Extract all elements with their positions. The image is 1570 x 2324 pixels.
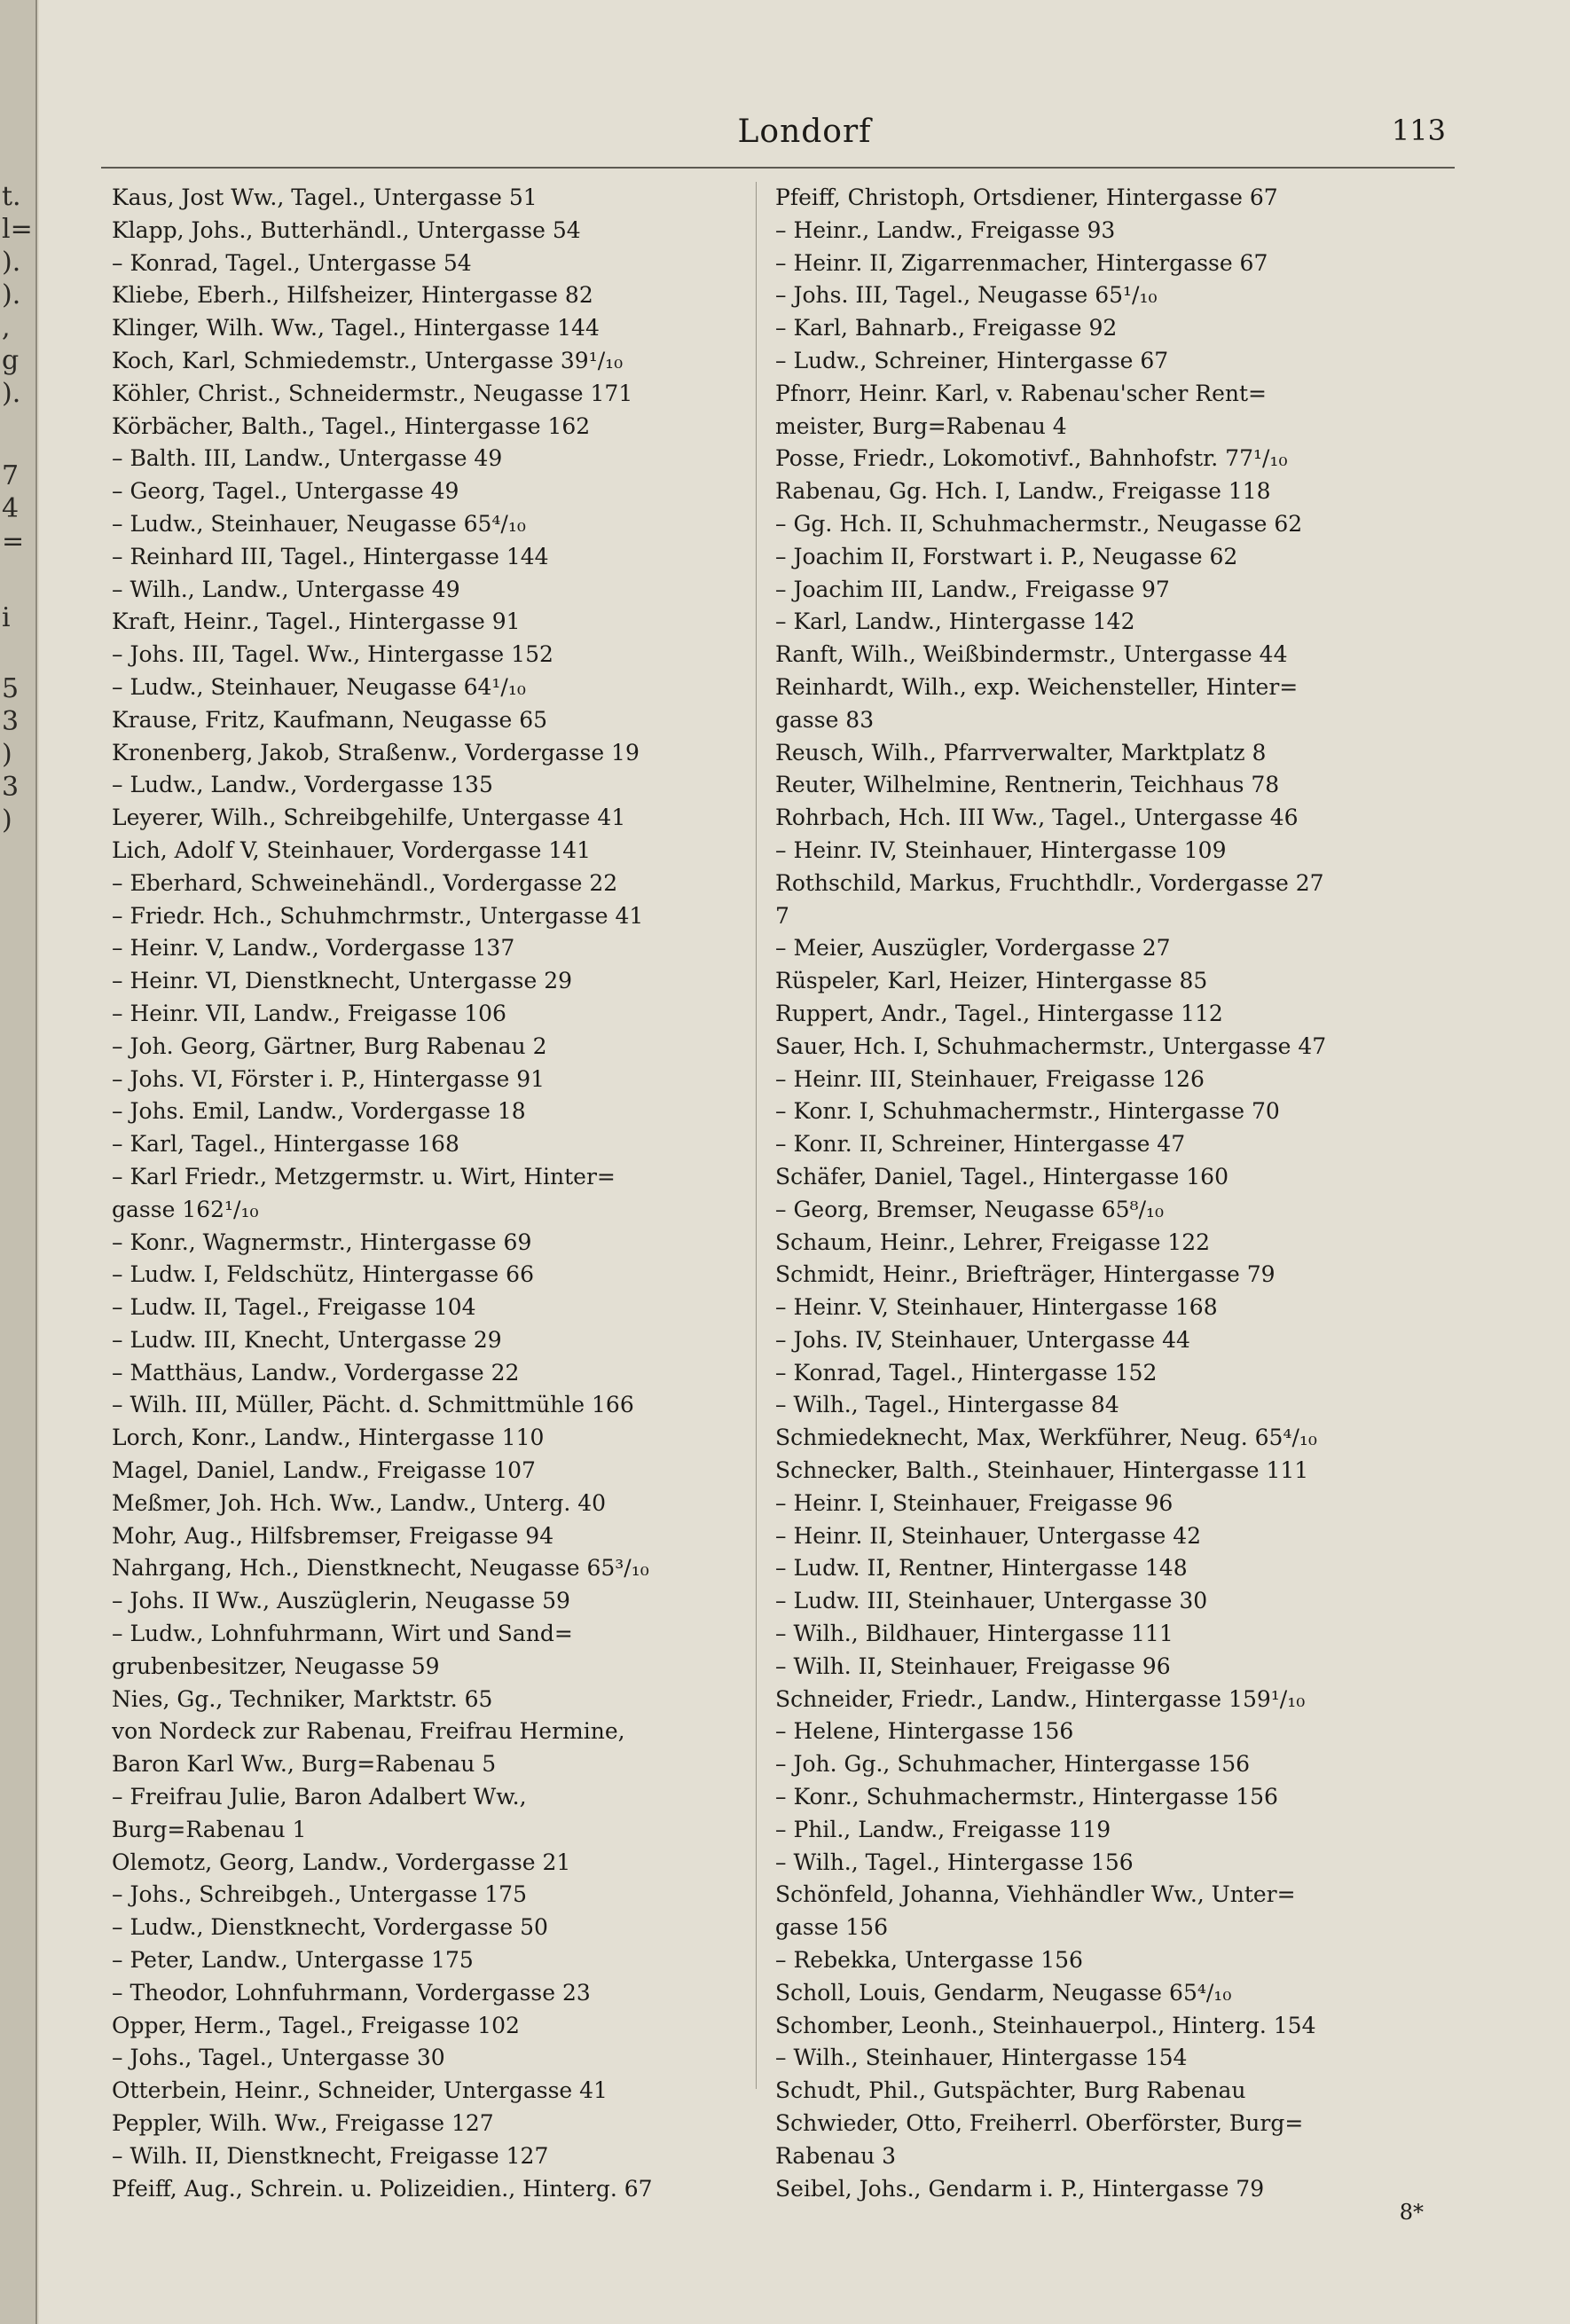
right-column bbox=[775, 182, 1458, 2205]
directory-entry: – Heinr. V, Landw., Vordergasse 137 bbox=[112, 935, 515, 962]
directory-entry: – Meier, Auszügler, Vordergasse 27 bbox=[775, 935, 1171, 962]
directory-entry: Leyerer, Wilh., Schreibgehilfe, Untergasse 41 bbox=[112, 805, 626, 831]
directory-entry: – Wilh., Landw., Untergasse 49 bbox=[112, 576, 460, 602]
directory-entry: Olemotz, Georg, Landw., Vordergasse 21 bbox=[112, 1849, 571, 1875]
adjacent-page-fragment: ) bbox=[2, 739, 12, 770]
left-column bbox=[112, 182, 802, 2205]
directory-entry: Rabenau 3 bbox=[775, 2142, 897, 2169]
directory-entry: – Freifrau Julie, Baron Adalbert Ww., bbox=[112, 1784, 527, 1810]
directory-entry: – Karl, Tagel., Hintergasse 168 bbox=[112, 1131, 459, 1158]
directory-entry: – Rebekka, Untergasse 156 bbox=[775, 1947, 1083, 1974]
directory-entry: – Wilh., Tagel., Hintergasse 156 bbox=[775, 1849, 1134, 1875]
directory-entry: – Wilh. II, Steinhauer, Freigasse 96 bbox=[775, 1653, 1171, 1679]
directory-entry: Schnecker, Balth., Steinhauer, Hintergasse 111 bbox=[775, 1457, 1309, 1484]
sheet-signature: 8* bbox=[1399, 2200, 1424, 2225]
directory-entry: – Theodor, Lohnfuhrmann, Vordergasse 23 bbox=[112, 1979, 591, 2006]
directory-entry: Nies, Gg., Techniker, Marktstr. 65 bbox=[112, 1685, 493, 1712]
directory-entry: – Johs. IV, Steinhauer, Untergasse 44 bbox=[775, 1326, 1190, 1353]
directory-entry: – Ludw. III, Knecht, Untergasse 29 bbox=[112, 1326, 502, 1353]
directory-entry: – Karl, Bahnarb., Freigasse 92 bbox=[775, 315, 1118, 342]
adjacent-page-fragment: ) bbox=[2, 805, 12, 836]
adjacent-page-fragment: ). bbox=[2, 378, 21, 409]
directory-entry: Klinger, Wilh. Ww., Tagel., Hintergasse 144 bbox=[112, 315, 600, 342]
adjacent-page-fragment: 3 bbox=[2, 706, 20, 737]
directory-page bbox=[39, 0, 1570, 2324]
adjacent-page-fragment: i bbox=[2, 602, 11, 633]
directory-entry: Schwieder, Otto, Freiherrl. Oberförster, Burg= bbox=[775, 2110, 1304, 2137]
directory-entry: – Friedr. Hch., Schuhmchrmstr., Untergasse 41 bbox=[112, 902, 644, 929]
directory-entry: – Heinr., Landw., Freigasse 93 bbox=[775, 216, 1116, 243]
directory-entry: – Ludw., Lohnfuhrmann, Wirt und Sand= bbox=[112, 1621, 573, 1647]
directory-entry: – Joh. Gg., Schuhmacher, Hintergasse 156 bbox=[775, 1751, 1251, 1778]
directory-entry: – Heinr. III, Steinhauer, Freigasse 126 bbox=[775, 1065, 1205, 1092]
adjacent-page-fragment: l= bbox=[2, 214, 33, 245]
adjacent-page-fragment: ). bbox=[2, 279, 21, 310]
adjacent-page-fragment: 4 bbox=[2, 493, 20, 524]
adjacent-page-fragment: g bbox=[2, 345, 20, 376]
directory-entry: – Konr. I, Schuhmachermstr., Hintergasse 70 bbox=[775, 1098, 1280, 1125]
directory-entry: – Johs. II Ww., Auszüglerin, Neugasse 59 bbox=[112, 1588, 570, 1614]
directory-entry: Körbächer, Balth., Tagel., Hintergasse 162 bbox=[112, 412, 591, 439]
directory-entry: – Heinr. VI, Dienstknecht, Untergasse 29 bbox=[112, 968, 573, 994]
page-number: 113 bbox=[1391, 114, 1446, 147]
directory-entry: Köhler, Christ., Schneidermstr., Neugasse 171 bbox=[112, 380, 633, 406]
adjacent-page-fragment: 7 bbox=[2, 460, 20, 491]
directory-entry: gasse 83 bbox=[775, 706, 875, 733]
directory-entry: Kliebe, Eberh., Hilfsheizer, Hintergasse 82 bbox=[112, 282, 593, 309]
column-divider bbox=[756, 182, 757, 2089]
adjacent-page-fragment: 5 bbox=[2, 673, 20, 704]
directory-entry: Peppler, Wilh. Ww., Freigasse 127 bbox=[112, 2110, 494, 2137]
directory-entry: – Konr., Schuhmachermstr., Hintergasse 156 bbox=[775, 1784, 1278, 1810]
directory-entry: Scholl, Louis, Gendarm, Neugasse 65⁴/₁₀ bbox=[775, 1979, 1232, 2006]
directory-entry: Baron Karl Ww., Burg=Rabenau 5 bbox=[112, 1751, 497, 1778]
directory-entry: Rabenau, Gg. Hch. I, Landw., Freigasse 118 bbox=[775, 478, 1271, 505]
directory-entry: – Joh. Georg, Gärtner, Burg Rabenau 2 bbox=[112, 1032, 547, 1059]
directory-entry: Opper, Herm., Tagel., Freigasse 102 bbox=[112, 2012, 520, 2038]
directory-entry: Rohrbach, Hch. III Ww., Tagel., Untergasse 46 bbox=[775, 805, 1299, 831]
directory-entry: Schmiedeknecht, Max, Werkführer, Neug. 65⁴/₁₀ bbox=[775, 1425, 1317, 1451]
directory-entry: – Johs. III, Tagel., Neugasse 65¹/₁₀ bbox=[775, 282, 1158, 309]
directory-entry: Nahrgang, Hch., Dienstknecht, Neugasse 65³/₁₀ bbox=[112, 1555, 649, 1582]
directory-entry: – Johs. III, Tagel. Ww., Hintergasse 152 bbox=[112, 641, 553, 668]
directory-entry: – Ludw. III, Steinhauer, Untergasse 30 bbox=[775, 1588, 1208, 1614]
directory-entry: Koch, Karl, Schmiedemstr., Untergasse 39¹/₁₀ bbox=[112, 347, 624, 373]
directory-entry: Burg=Rabenau 1 bbox=[112, 1816, 307, 1842]
directory-entry: – Johs., Tagel., Untergasse 30 bbox=[112, 2045, 445, 2071]
directory-entry: Rüspeler, Karl, Heizer, Hintergasse 85 bbox=[775, 968, 1208, 994]
adjacent-page-fragment: ). bbox=[2, 247, 21, 278]
directory-entry: grubenbesitzer, Neugasse 59 bbox=[112, 1653, 440, 1679]
directory-entry: – Wilh., Steinhauer, Hintergasse 154 bbox=[775, 2045, 1188, 2071]
adjacent-page-fragment: 3 bbox=[2, 772, 20, 803]
directory-entry: Krause, Fritz, Kaufmann, Neugasse 65 bbox=[112, 706, 548, 733]
directory-entry: – Johs., Schreibgeh., Untergasse 175 bbox=[112, 1881, 527, 1908]
directory-entry: – Konr. II, Schreiner, Hintergasse 47 bbox=[775, 1131, 1186, 1158]
directory-entry: – Heinr. II, Steinhauer, Untergasse 42 bbox=[775, 1522, 1202, 1549]
directory-entry: Seibel, Johs., Gendarm i. P., Hintergasse 79 bbox=[775, 2175, 1265, 2202]
directory-entry: – Heinr. V, Steinhauer, Hintergasse 168 bbox=[775, 1294, 1218, 1321]
directory-entry: Reusch, Wilh., Pfarrverwalter, Marktplatz 8 bbox=[775, 739, 1267, 766]
directory-entry: Posse, Friedr., Lokomotivf., Bahnhofstr. 77¹/₁₀ bbox=[775, 445, 1288, 472]
directory-entry: – Georg, Bremser, Neugasse 65⁸/₁₀ bbox=[775, 1196, 1165, 1222]
directory-entry: – Johs. VI, Förster i. P., Hintergasse 91 bbox=[112, 1065, 546, 1092]
directory-entry: – Eberhard, Schweinehändl., Vordergasse 22 bbox=[112, 869, 618, 896]
directory-entry: – Phil., Landw., Freigasse 119 bbox=[775, 1816, 1111, 1842]
directory-entry: Sauer, Hch. I, Schuhmachermstr., Untergasse 47 bbox=[775, 1032, 1327, 1059]
directory-entry: 7 bbox=[775, 902, 789, 929]
directory-entry: – Karl, Landw., Hintergasse 142 bbox=[775, 608, 1135, 635]
directory-entry: – Konrad, Tagel., Untergasse 54 bbox=[112, 249, 472, 276]
directory-entry: – Ludw., Landw., Vordergasse 135 bbox=[112, 772, 493, 798]
directory-entry: Pfeiff, Aug., Schrein. u. Polizeidien., Hinterg. 67 bbox=[112, 2175, 653, 2202]
directory-entry: – Konr., Wagnermstr., Hintergasse 69 bbox=[112, 1229, 532, 1255]
directory-entry: Schneider, Friedr., Landw., Hintergasse 159¹/₁₀ bbox=[775, 1685, 1306, 1712]
page-header bbox=[39, 114, 1570, 156]
directory-entry: Otterbein, Heinr., Schneider, Untergasse 41 bbox=[112, 2077, 608, 2104]
directory-entry: Ruppert, Andr., Tagel., Hintergasse 112 bbox=[775, 1000, 1223, 1026]
directory-entry: – Heinr. I, Steinhauer, Freigasse 96 bbox=[775, 1489, 1174, 1516]
directory-entry: Mohr, Aug., Hilfsbremser, Freigasse 94 bbox=[112, 1522, 554, 1549]
directory-entry: gasse 156 bbox=[775, 1914, 889, 1941]
directory-entry: Kronenberg, Jakob, Straßenw., Vordergasse 19 bbox=[112, 739, 640, 766]
directory-entry: Schäfer, Daniel, Tagel., Hintergasse 160 bbox=[775, 1163, 1229, 1189]
directory-entry: von Nordeck zur Rabenau, Freifrau Hermine, bbox=[112, 1718, 625, 1745]
directory-entry: Lich, Adolf V, Steinhauer, Vordergasse 141 bbox=[112, 836, 592, 863]
directory-entry: – Peter, Landw., Untergasse 175 bbox=[112, 1947, 474, 1974]
directory-entry: Rothschild, Markus, Fruchthdlr., Vordergasse 27 bbox=[775, 869, 1324, 896]
page-title: Londorf bbox=[737, 114, 872, 150]
directory-entry: – Heinr. II, Zigarrenmacher, Hintergasse 67 bbox=[775, 249, 1268, 276]
directory-entry: Magel, Daniel, Landw., Freigasse 107 bbox=[112, 1457, 536, 1484]
directory-entry: – Ludw., Schreiner, Hintergasse 67 bbox=[775, 347, 1169, 373]
directory-entry: Reuter, Wilhelmine, Rentnerin, Teichhaus 78 bbox=[775, 772, 1280, 798]
directory-entry: Kraft, Heinr., Tagel., Hintergasse 91 bbox=[112, 608, 521, 635]
directory-entry: Pfeiff, Christoph, Ortsdiener, Hintergasse 67 bbox=[775, 185, 1278, 210]
directory-entry: – Ludw., Steinhauer, Neugasse 65⁴/₁₀ bbox=[112, 510, 526, 537]
directory-entry: – Joachim III, Landw., Freigasse 97 bbox=[775, 576, 1170, 602]
directory-entry: – Ludw., Steinhauer, Neugasse 64¹/₁₀ bbox=[112, 673, 526, 700]
directory-entry: – Reinhard III, Tagel., Hintergasse 144 bbox=[112, 543, 549, 569]
directory-entry: Kaus, Jost Ww., Tagel., Untergasse 51 bbox=[112, 185, 538, 210]
directory-entry: – Ludw. II, Tagel., Freigasse 104 bbox=[112, 1294, 476, 1321]
directory-entry: – Helene, Hintergasse 156 bbox=[775, 1718, 1074, 1745]
directory-entry: meister, Burg=Rabenau 4 bbox=[775, 412, 1067, 439]
directory-entry: Schomber, Leonh., Steinhauerpol., Hinterg. 154 bbox=[775, 2012, 1316, 2038]
directory-entry: – Matthäus, Landw., Vordergasse 22 bbox=[112, 1359, 520, 1386]
directory-entry: – Wilh. II, Dienstknecht, Freigasse 127 bbox=[112, 2142, 549, 2169]
directory-entry: Schaum, Heinr., Lehrer, Freigasse 122 bbox=[775, 1229, 1211, 1255]
directory-entry: – Johs. Emil, Landw., Vordergasse 18 bbox=[112, 1098, 526, 1125]
directory-entry: – Wilh. III, Müller, Pächt. d. Schmittmühle 166 bbox=[112, 1392, 634, 1418]
adjacent-page-fragment: t. bbox=[2, 181, 21, 212]
directory-entry: – Joachim II, Forstwart i. P., Neugasse 62 bbox=[775, 543, 1238, 569]
directory-entry: – Heinr. IV, Steinhauer, Hintergasse 109 bbox=[775, 836, 1227, 863]
directory-entry: Reinhardt, Wilh., exp. Weichensteller, Hinter= bbox=[775, 673, 1299, 700]
directory-entry: – Ludw., Dienstknecht, Vordergasse 50 bbox=[112, 1914, 548, 1941]
directory-entry: – Ludw. II, Rentner, Hintergasse 148 bbox=[775, 1555, 1188, 1582]
directory-entry: – Wilh., Bildhauer, Hintergasse 111 bbox=[775, 1621, 1174, 1647]
directory-entry: Ranft, Wilh., Weißbindermstr., Untergasse 44 bbox=[775, 641, 1288, 668]
header-rule bbox=[101, 167, 1455, 169]
directory-entry: – Ludw. I, Feldschütz, Hintergasse 66 bbox=[112, 1261, 534, 1288]
directory-entry: – Balth. III, Landw., Untergasse 49 bbox=[112, 445, 503, 472]
adjacent-page-edge bbox=[0, 0, 37, 2324]
directory-entry: – Georg, Tagel., Untergasse 49 bbox=[112, 478, 459, 505]
directory-entry: – Wilh., Tagel., Hintergasse 84 bbox=[775, 1392, 1119, 1418]
adjacent-page-fragment: , bbox=[2, 312, 11, 343]
directory-entry: Pfnorr, Heinr. Karl, v. Rabenau'scher Rent= bbox=[775, 380, 1267, 406]
directory-entry: – Heinr. VII, Landw., Freigasse 106 bbox=[112, 1000, 506, 1026]
directory-entry: Klapp, Johs., Butterhändl., Untergasse 54 bbox=[112, 216, 581, 243]
directory-entry: Lorch, Konr., Landw., Hintergasse 110 bbox=[112, 1425, 545, 1451]
directory-entry: Schudt, Phil., Gutspächter, Burg Rabenau bbox=[775, 2077, 1246, 2104]
directory-entry: Schönfeld, Johanna, Viehhändler Ww., Unter= bbox=[775, 1881, 1296, 1908]
directory-entry: – Konrad, Tagel., Hintergasse 152 bbox=[775, 1359, 1158, 1386]
directory-entry: gasse 162¹/₁₀ bbox=[112, 1196, 259, 1222]
directory-entry: Meßmer, Joh. Hch. Ww., Landw., Unterg. 40 bbox=[112, 1489, 607, 1516]
directory-entry: – Gg. Hch. II, Schuhmachermstr., Neugasse 62 bbox=[775, 510, 1303, 537]
directory-entry: Schmidt, Heinr., Briefträger, Hintergasse 79 bbox=[775, 1261, 1276, 1288]
directory-entry: – Karl Friedr., Metzgermstr. u. Wirt, Hinter= bbox=[112, 1163, 616, 1189]
adjacent-page-fragment: = bbox=[2, 526, 25, 557]
